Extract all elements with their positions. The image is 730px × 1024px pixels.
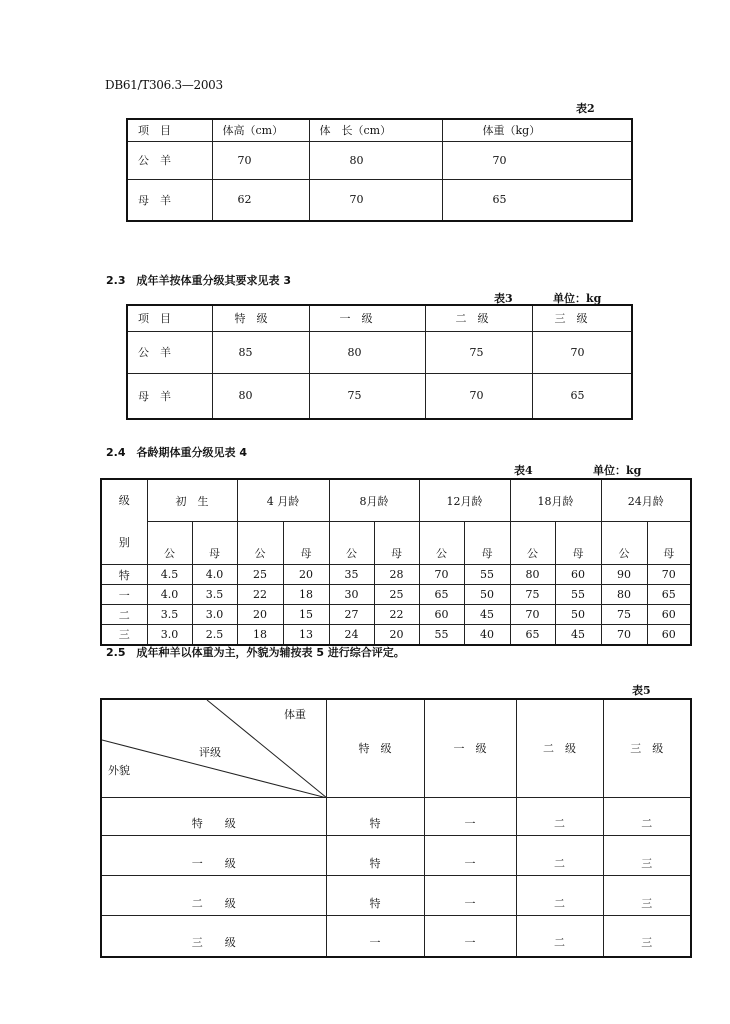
table5-header: 特 级 [326,699,424,797]
table-row [101,605,691,625]
table-cell: 70 [425,373,532,419]
table-cell: 4.0 [147,585,192,605]
table-cell: 40 [464,625,510,645]
table2-header: 体高（cm） [212,119,309,141]
table-cell: 20 [374,625,419,645]
table-cell: 二 [603,797,691,835]
table-row [101,835,691,875]
table-cell: 二 [516,797,603,835]
table2-caption: 表2 [576,102,595,115]
table-cell: 3.5 [192,585,237,605]
sex-header: 母 [374,522,419,565]
diagonal-header-cell [101,699,326,797]
table-cell: 70 [309,179,442,221]
row-grade: 特 [101,565,147,585]
table-cell: 70 [212,141,309,179]
section-2-5-heading: 2.5 成年种羊以体重为主，外貌为辅按表 5 进行综合评定。 [106,646,405,659]
sex-header: 公 [237,522,283,565]
table-cell: 55 [419,625,464,645]
age-header: 初 生 [147,479,237,522]
table-cell: 3.5 [147,605,192,625]
table-cell: 60 [419,605,464,625]
table-row [101,565,691,585]
table-cell: 3.0 [147,625,192,645]
row-label: 母 羊 [127,373,212,419]
table2-header-row [127,119,632,141]
table-cell: 75 [510,585,555,605]
age-header: 4 月龄 [237,479,329,522]
table-cell: 三 [603,915,691,957]
table-cell: 2.5 [192,625,237,645]
table4-age-row [101,479,691,522]
table5-caption: 表5 [632,684,651,697]
table-cell: 特 [326,797,424,835]
table3-header: 二 级 [425,305,532,331]
corner-appearance-label: 外貌 [108,764,130,777]
table-cell: 70 [647,565,691,585]
row-label: 一 级 [101,835,326,875]
table-cell: 3.0 [192,605,237,625]
age-header: 24月龄 [601,479,691,522]
table-row [101,875,691,915]
table-cell: 二 [516,915,603,957]
table4 [100,478,692,646]
corner-weight-label: 体重 [284,708,306,721]
table-cell: 60 [647,625,691,645]
table-cell: 4.5 [147,565,192,585]
table-cell: 70 [419,565,464,585]
table-cell: 25 [237,565,283,585]
table-cell: 80 [601,585,647,605]
row-grade: 三 [101,625,147,645]
sex-header: 母 [464,522,510,565]
table-cell: 55 [555,585,601,605]
table-cell: 18 [237,625,283,645]
section-2-4-heading: 2.4 各龄期体重分级见表 4 [106,446,247,459]
table-cell: 75 [601,605,647,625]
table3-header: 特 级 [212,305,309,331]
row-label: 三 级 [101,915,326,957]
table-cell: 一 [424,835,516,875]
table2 [126,118,633,222]
grade-header [101,479,147,565]
table-cell: 一 [424,915,516,957]
table-cell: 65 [647,585,691,605]
table-cell: 一 [424,875,516,915]
row-label: 公 羊 [127,141,212,179]
row-label: 特 级 [101,797,326,835]
section-2-3-heading: 2.3 成年羊按体重分级其要求见表 3 [106,274,291,287]
table3-header: 三 级 [532,305,632,331]
row-grade: 一 [101,585,147,605]
table-cell: 27 [329,605,374,625]
table-cell: 三 [603,875,691,915]
table-cell: 70 [510,605,555,625]
row-label: 母 羊 [127,179,212,221]
row-grade: 二 [101,605,147,625]
table-row [127,179,632,221]
table2-header: 体重（kg） [442,119,632,141]
table-cell: 70 [442,141,632,179]
age-header: 12月龄 [419,479,510,522]
table-row [101,915,691,957]
grade-header-bottom: 别 [118,536,130,549]
table-cell: 75 [309,373,425,419]
table-cell: 50 [555,605,601,625]
table-cell: 80 [510,565,555,585]
table-cell: 4.0 [192,565,237,585]
row-label: 二 级 [101,875,326,915]
table3-unit: 单位：kg [553,292,602,305]
table4-sex-row [101,522,691,565]
sex-header: 公 [510,522,555,565]
table5-header: 三 级 [603,699,691,797]
corner-grade-label: 评级 [199,746,221,759]
table-cell: 25 [374,585,419,605]
table-cell: 50 [464,585,510,605]
table-row [127,331,632,373]
table-cell: 22 [237,585,283,605]
row-label: 公 羊 [127,331,212,373]
sex-header: 母 [647,522,691,565]
table-cell: 85 [212,331,309,373]
table-cell: 特 [326,875,424,915]
sex-header: 公 [147,522,192,565]
table3-header: 一 级 [309,305,425,331]
table5-header: 一 级 [424,699,516,797]
table3-caption: 表3 [494,292,513,305]
table5-header-row [101,699,691,797]
table-cell: 24 [329,625,374,645]
table-row [101,625,691,645]
table-cell: 35 [329,565,374,585]
table-cell: 28 [374,565,419,585]
table-cell: 45 [464,605,510,625]
table2-header: 体 长（cm） [309,119,442,141]
table-cell: 一 [326,915,424,957]
table-cell: 13 [283,625,329,645]
table-cell: 65 [510,625,555,645]
table-cell: 65 [532,373,632,419]
table-cell: 二 [516,835,603,875]
table-cell: 60 [647,605,691,625]
table-cell: 三 [603,835,691,875]
table3-header: 项 目 [127,305,212,331]
table-cell: 55 [464,565,510,585]
table-cell: 80 [212,373,309,419]
table-cell: 二 [516,875,603,915]
age-header: 8月龄 [329,479,419,522]
table-cell: 18 [283,585,329,605]
table-cell: 65 [442,179,632,221]
table-cell: 62 [212,179,309,221]
table-cell: 45 [555,625,601,645]
table5-header: 二 级 [516,699,603,797]
table-cell: 70 [532,331,632,373]
table-cell: 65 [419,585,464,605]
age-header: 18月龄 [510,479,601,522]
table-cell: 20 [283,565,329,585]
table-row [101,585,691,605]
sex-header: 母 [192,522,237,565]
table-row [101,797,691,835]
table-row [127,141,632,179]
grade-header-top: 级 [118,494,130,507]
table-cell: 80 [309,331,425,373]
table-cell: 一 [424,797,516,835]
sex-header: 公 [601,522,647,565]
sex-header: 公 [329,522,374,565]
table-cell: 70 [601,625,647,645]
table4-caption: 表4 [514,464,533,477]
table-cell: 30 [329,585,374,605]
table-cell: 20 [237,605,283,625]
table-cell: 75 [425,331,532,373]
table4-unit: 单位：kg [593,464,642,477]
table3-header-row [127,305,632,331]
sex-header: 母 [555,522,601,565]
table-row [127,373,632,419]
table-cell: 60 [555,565,601,585]
table2-header: 项 目 [127,119,212,141]
table-cell: 22 [374,605,419,625]
table-cell: 80 [309,141,442,179]
sex-header: 母 [283,522,329,565]
sex-header: 公 [419,522,464,565]
document-header: DB61/T306.3—2003 [105,78,223,92]
table-cell: 15 [283,605,329,625]
table-cell: 特 [326,835,424,875]
table5 [100,698,692,958]
table3 [126,304,633,420]
table-cell: 90 [601,565,647,585]
